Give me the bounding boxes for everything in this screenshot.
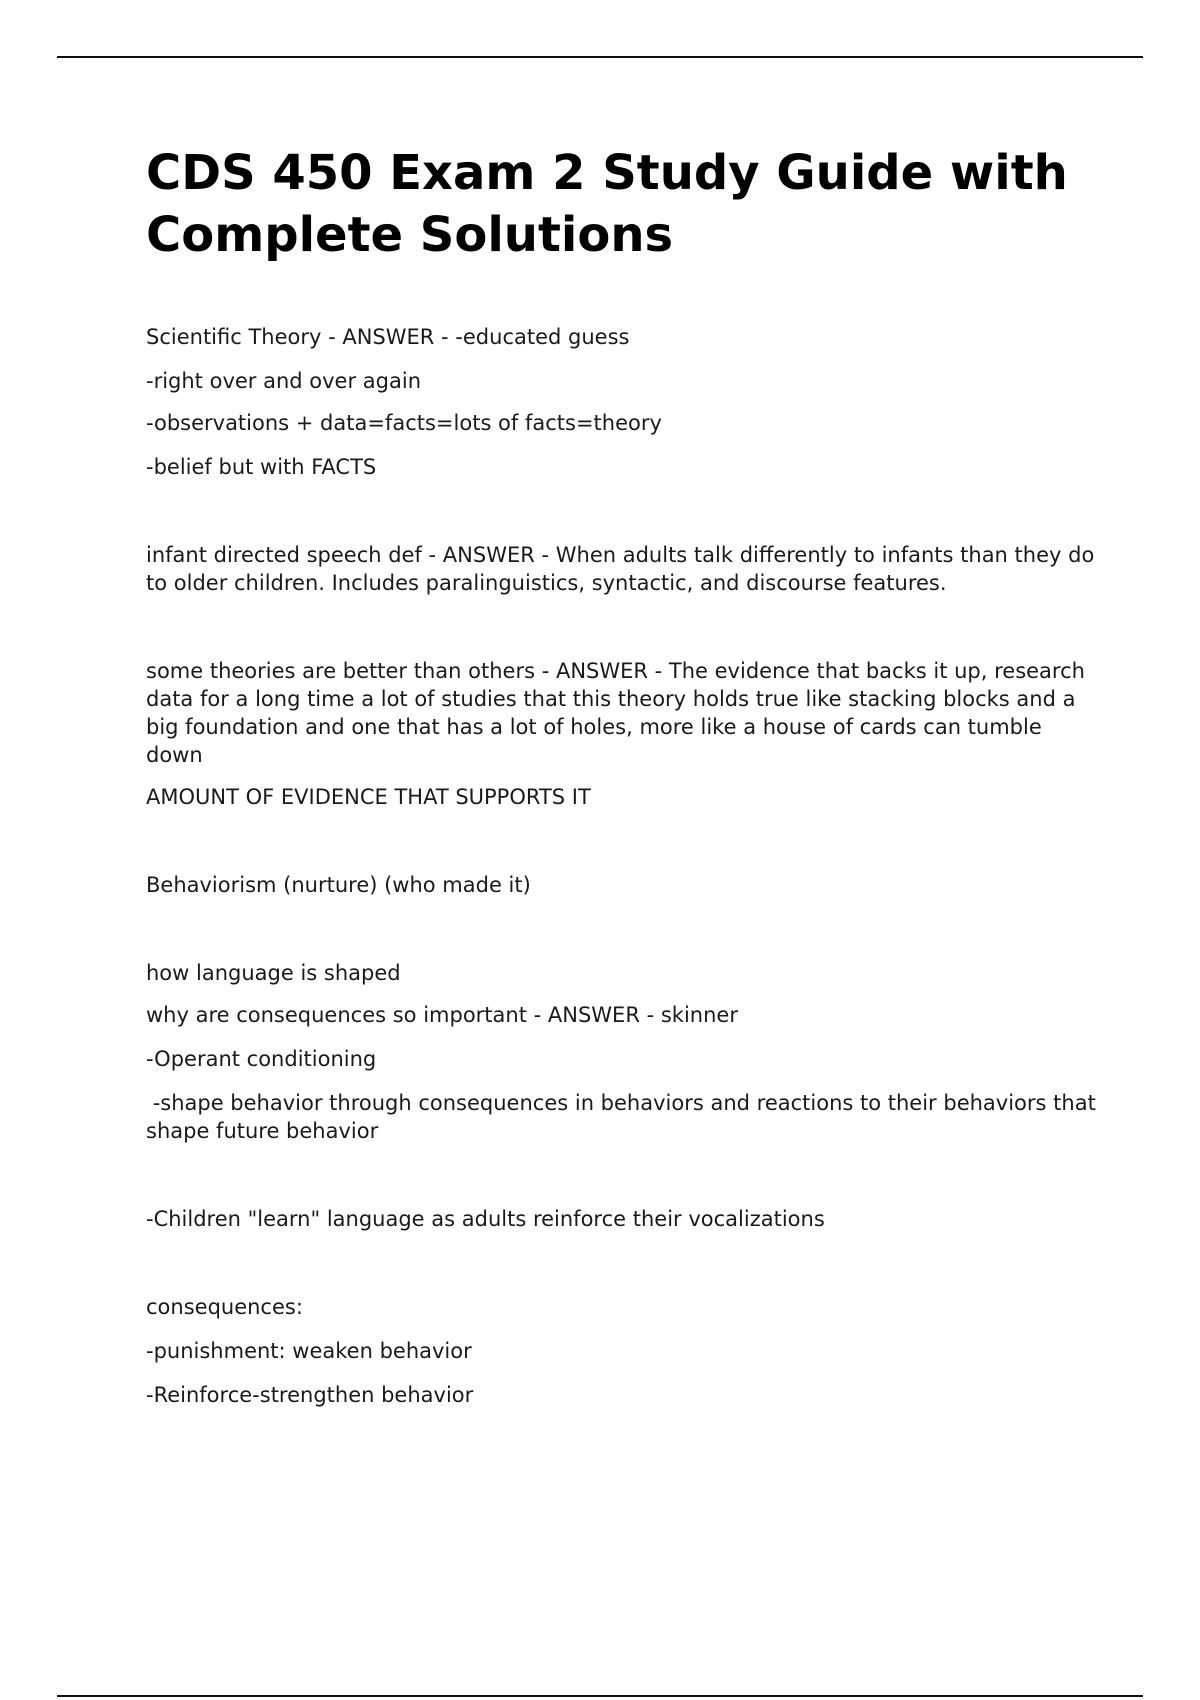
text-line: why are consequences so important - ANSWER - skinner: [146, 1003, 738, 1027]
text-line: -observations + data=facts=lots of facts=theory: [146, 411, 662, 435]
text-line: how language is shaped: [146, 961, 401, 985]
text-line: consequences:: [146, 1295, 303, 1319]
document-body: [146, 323, 1103, 1409]
page-title: CDS 450 Exam 2 Study Guide with Complete Solutions: [146, 145, 1068, 263]
text-paragraph: some theories are better than others - ANSWER - The evidence that backs it up, research data for a long time a lot of studies that this theory holds true like stacking blocks and a big foundation and one that has a lot of holes, more like a house of cards can tumble down: [146, 659, 1092, 767]
text-line: -Children "learn" language as adults reinforce their vocalizations: [146, 1207, 825, 1231]
text-line: -Operant conditioning: [146, 1047, 377, 1071]
bottom-rule: [57, 1695, 1143, 1697]
top-rule: [57, 56, 1143, 58]
text-line: -punishment: weaken behavior: [146, 1339, 472, 1363]
text-line: -right over and over again: [146, 369, 421, 393]
text-line: -Reinforce-strengthen behavior: [146, 1383, 474, 1407]
text-paragraph: -shape behavior through consequences in behaviors and reactions to their behaviors that shape future behavior: [146, 1091, 1103, 1143]
text-line: AMOUNT OF EVIDENCE THAT SUPPORTS IT: [146, 785, 591, 809]
text-line: Behaviorism (nurture) (who made it): [146, 873, 531, 897]
text-line: -belief but with FACTS: [146, 455, 377, 479]
text-paragraph: infant directed speech def - ANSWER - When adults talk differently to infants than they do to older children. Includes paralinguistics, syntactic, and discourse features.: [146, 543, 1101, 595]
text-line: Scientific Theory - ANSWER - -educated guess: [146, 325, 630, 349]
